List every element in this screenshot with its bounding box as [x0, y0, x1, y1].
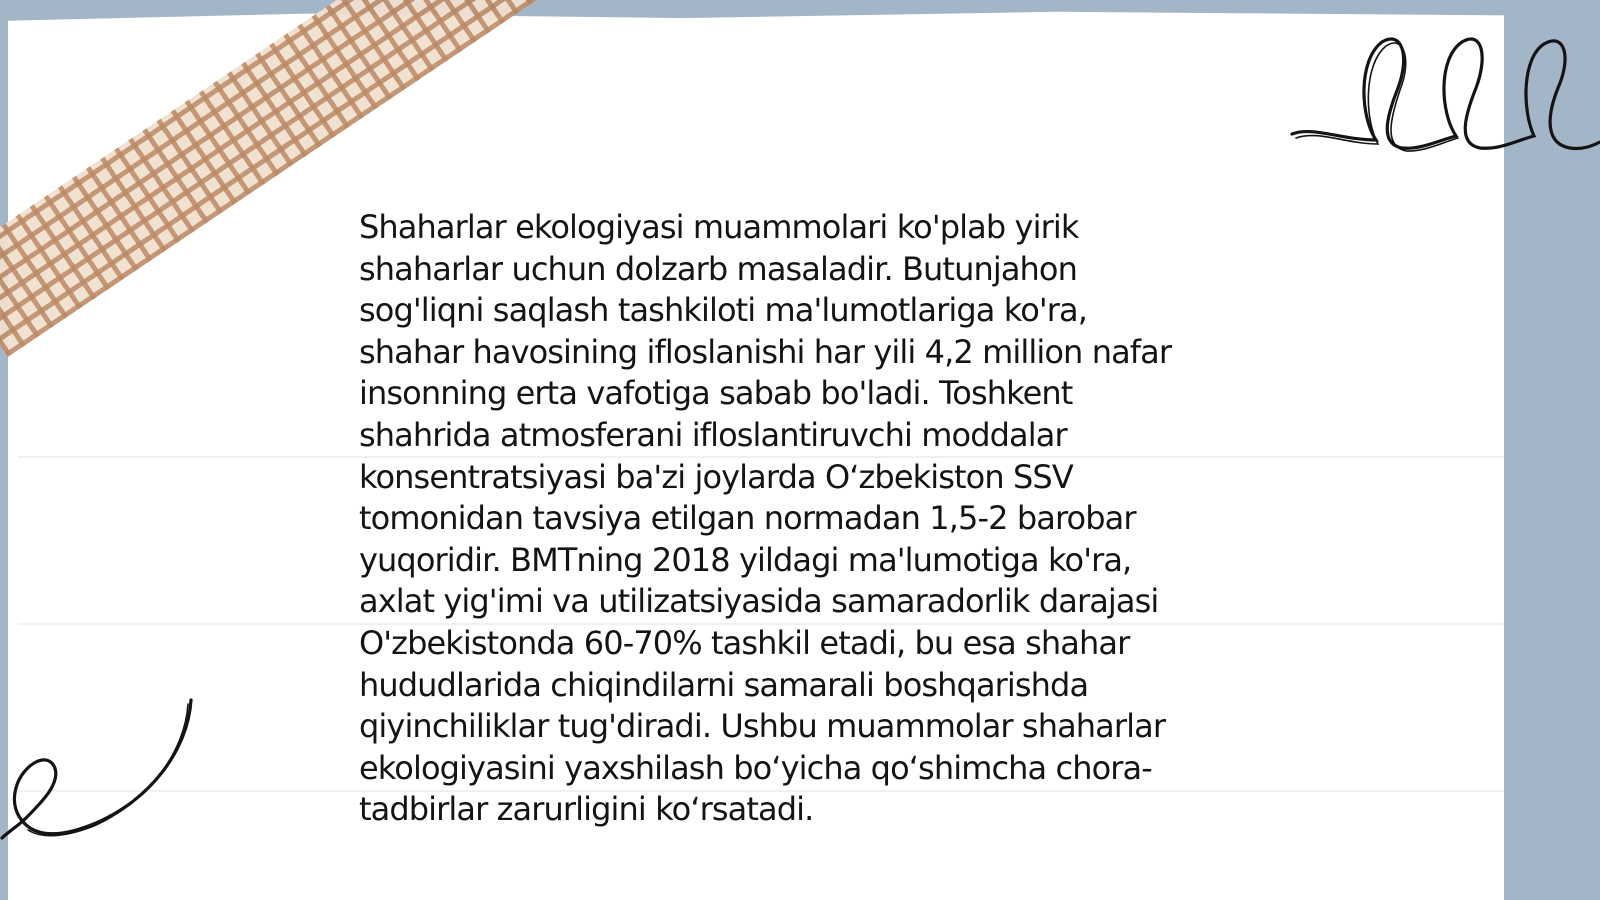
loop-squiggle-icon	[0, 690, 200, 850]
loop-squiggle-icon	[1290, 30, 1600, 170]
body-paragraph: Shaharlar ekologiyasi muammolari ko'plab yirik shaharlar uchun dolzarb masaladir. Butunjahon sog'liqni saqlash tashkiloti ma'lumotlariga ko'ra, shahar havosining ifloslanishi har yili 4,2 million nafar insonning erta vafotiga sabab bo'ladi. Toshkent shahrida atmosferani ifloslantiruvchi moddalar konsentratsiyasi ba'zi joylarda O‘zbekiston SSV tomonidan tavsiya etilgan normadan 1,5-2 barobar yuqoridir. BMTning 2018 yildagi ma'lumotiga ko'ra, axlat yig'imi va utilizatsiyasida samaradorlik darajasi O'zbekistonda 60-70% tashkil etadi, bu esa shahar hududlarida chiqindilarni samarali boshqarishda qiyinchiliklar tug'diradi. Ushbu muammolar shaharlar ekologiyasini yaxshilash bo‘yicha qo‘shimcha chora- tadbirlar zarurligini ko‘rsatadi.	[359, 208, 1172, 829]
